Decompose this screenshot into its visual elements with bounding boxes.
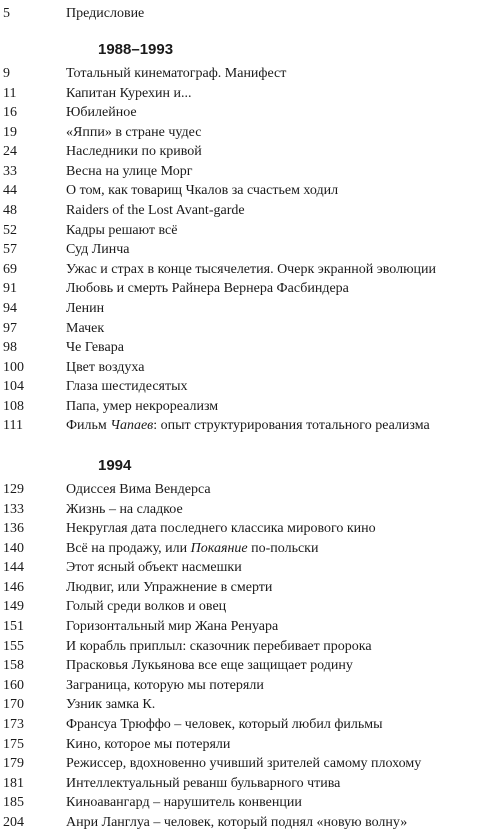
entry-title (66, 279, 349, 299)
title-part: Глаза шестидесятых (66, 379, 188, 395)
entry-title (66, 597, 226, 617)
title-part: Франсуа Трюффо – человек, который любил фильмы (66, 716, 383, 732)
italic-title-part: Чапаев (110, 418, 154, 434)
page-number: 149 (3, 599, 24, 615)
toc-entry (0, 103, 496, 123)
entry-title (66, 397, 218, 417)
toc-entry (0, 519, 496, 539)
page-number: 204 (3, 814, 24, 830)
page-number: 24 (3, 144, 17, 160)
title-part: Одиссея Вима Вендерса (66, 482, 211, 497)
entry-title (66, 695, 155, 715)
entry-title (66, 480, 211, 500)
toc-entry (0, 162, 496, 182)
entry-title (66, 813, 407, 833)
entry-title (66, 676, 264, 696)
entry-title (66, 617, 278, 637)
page-number: 144 (3, 560, 24, 576)
entry-title (66, 84, 191, 104)
title-part: «Яппи» в стране чудес (66, 124, 202, 140)
toc-entry (0, 774, 496, 794)
page-number: 33 (3, 163, 17, 179)
entry-title (66, 319, 104, 339)
title-part: Кадры решают всё (66, 222, 178, 238)
title-part: Горизонтальный мир Жана Ренуара (66, 619, 279, 635)
entry-title (66, 201, 245, 221)
entry-title (66, 358, 144, 378)
page-number: 104 (3, 379, 24, 395)
page-number: 9 (3, 66, 10, 81)
title-part: И корабль приплыл: сказочник перебивает пророка (66, 638, 372, 654)
toc-entry (0, 84, 496, 104)
toc-entry (0, 260, 496, 280)
toc-entry (0, 221, 496, 241)
title-part: Цвет воздуха (66, 359, 145, 375)
entry-title (66, 260, 436, 280)
page-number: 16 (3, 105, 17, 121)
toc-entry (0, 123, 496, 143)
entry-title (66, 377, 188, 397)
toc-entry (0, 142, 496, 162)
toc-entry (0, 240, 496, 260)
toc-entry (0, 735, 496, 755)
toc-entry (0, 637, 496, 657)
title-part: Суд Линча (66, 242, 130, 258)
entry-title (66, 715, 383, 735)
title-part: Этот ясный объект насмешки (66, 560, 242, 576)
title-part: Любовь и смерть Райнера Вернера Фасбиндера (66, 281, 349, 297)
page-number: 11 (3, 85, 17, 101)
toc-entry (0, 656, 496, 676)
title-part: Голый среди волков и овец (66, 599, 227, 615)
page-number: 170 (3, 697, 24, 713)
title-part: Заграница, которую мы потеряли (66, 677, 264, 693)
page-number: 155 (3, 638, 24, 654)
page-number: 98 (3, 340, 17, 356)
section-heading: 1994 (98, 457, 132, 474)
italic-title-part: Покаяние (190, 540, 248, 556)
entry-title (66, 416, 430, 436)
toc-entry (0, 279, 496, 299)
entry-title (66, 637, 372, 657)
page-number: 69 (3, 261, 17, 277)
entry-title (66, 519, 376, 539)
toc-entry (0, 578, 496, 598)
toc-entry (0, 617, 496, 637)
entry-title (66, 162, 192, 182)
title-part: : опыт структурирования тотального реализма (153, 418, 430, 434)
entry-title (66, 123, 201, 143)
page-number: 97 (3, 320, 17, 336)
toc-entry (0, 319, 496, 339)
title-part: Наследники по кривой (66, 144, 202, 160)
title-part: Некруглая дата последнего классика мирового кино (66, 521, 376, 537)
entry-title (66, 103, 137, 123)
page-number: 133 (3, 501, 24, 517)
toc-entry (0, 201, 496, 221)
page-number: 91 (3, 281, 17, 297)
page-number: 158 (3, 658, 24, 674)
toc-entry (0, 64, 496, 84)
page-number: 129 (3, 482, 24, 497)
title-part: Папа, умер некрореализм (66, 398, 219, 414)
entry-title (66, 221, 177, 241)
page-number: 52 (3, 222, 17, 238)
entry-title (66, 299, 104, 319)
toc-entry (0, 793, 496, 813)
toc-entry (0, 539, 496, 559)
page-number: 181 (3, 775, 24, 791)
title-part: Режиссер, вдохновенно учивший зрителей самому плохому (66, 756, 422, 772)
toc-entry (0, 754, 496, 774)
page-number: 175 (3, 736, 24, 752)
toc-entry (0, 397, 496, 417)
page-number: 151 (3, 619, 24, 635)
page-number: 136 (3, 521, 24, 537)
title-part: Интеллектуальный реванш бульварного чтива (66, 775, 341, 791)
toc-entry (0, 715, 496, 735)
title-part: Юбилейное (66, 105, 137, 121)
title-part: Киноавангард – нарушитель конвенции (66, 795, 302, 811)
entry-title (66, 774, 340, 794)
title-part: Анри Ланглуа – человек, который поднял «новую волну» (66, 814, 408, 830)
page-number: 44 (3, 183, 17, 199)
page-number: 111 (3, 418, 23, 434)
toc-entry (0, 358, 496, 378)
toc-entry (0, 480, 496, 500)
toc-entry (0, 676, 496, 696)
toc-entry (0, 500, 496, 520)
entry-title (66, 240, 129, 260)
title-part: Фильм (66, 418, 111, 434)
page-number: 185 (3, 795, 24, 811)
toc-entry (0, 299, 496, 319)
page-number: 48 (3, 203, 17, 219)
toc-entry (0, 338, 496, 358)
page-number: 160 (3, 677, 24, 693)
title-part: Мачек (66, 320, 105, 336)
entry-title (66, 64, 286, 84)
title-part: Raiders of the Lost Avant-garde (66, 203, 245, 219)
toc-entry (0, 558, 496, 578)
entry-title (66, 735, 230, 755)
title-part: Че Гевара (66, 340, 124, 356)
title-part: Узник замка К. (66, 697, 156, 713)
title-part: Прасковья Лукьянова все еще защищает родину (66, 658, 353, 674)
entry-title (66, 181, 338, 201)
toc-entry (0, 377, 496, 397)
page-number: 179 (3, 756, 24, 772)
title-part: Ленин (66, 300, 105, 316)
page-number: 5 (3, 6, 10, 21)
toc-entry (0, 813, 496, 833)
title-part: Ужас и страх в конце тысячелетия. Очерк экранной эволюции (66, 261, 437, 277)
toc-entry (0, 597, 496, 617)
title-part: Жизнь – на сладкое (66, 501, 183, 517)
entry-title (66, 539, 318, 559)
entry-title (66, 142, 202, 162)
page-number: 140 (3, 540, 24, 556)
page-number: 57 (3, 242, 17, 258)
page-number: 108 (3, 398, 24, 414)
entry-title (66, 558, 242, 578)
title-part: Кино, которое мы потеряли (66, 736, 231, 752)
title-part: Капитан Курехин и... (66, 85, 192, 101)
title-part: Тотальный кинематограф. Манифест (66, 66, 287, 81)
title-part: Весна на улице Морг (66, 163, 193, 179)
title-part: Всё на продажу, или (66, 540, 191, 556)
title-part: Людвиг, или Упражнение в смерти (66, 579, 273, 595)
title-part: по-польски (247, 540, 319, 556)
page-number: 100 (3, 359, 24, 375)
page-number: 173 (3, 716, 24, 732)
entry-title (66, 500, 183, 520)
page-number: 94 (3, 300, 17, 316)
toc-entry (0, 181, 496, 201)
title-part: О том, как товарищ Чкалов за счастьем ходил (66, 183, 339, 199)
entry-title (66, 656, 353, 676)
toc-entry-preface (0, 4, 496, 24)
toc-entry (0, 416, 496, 436)
page-number: 19 (3, 124, 17, 140)
entry-title (66, 578, 272, 598)
entry-title (66, 793, 302, 813)
toc-entry (0, 695, 496, 715)
section-heading: 1988–1993 (98, 41, 174, 58)
entry-title: Предисловие (66, 6, 145, 21)
entry-title (66, 338, 124, 358)
page-number: 146 (3, 579, 24, 595)
entry-title (66, 754, 421, 774)
